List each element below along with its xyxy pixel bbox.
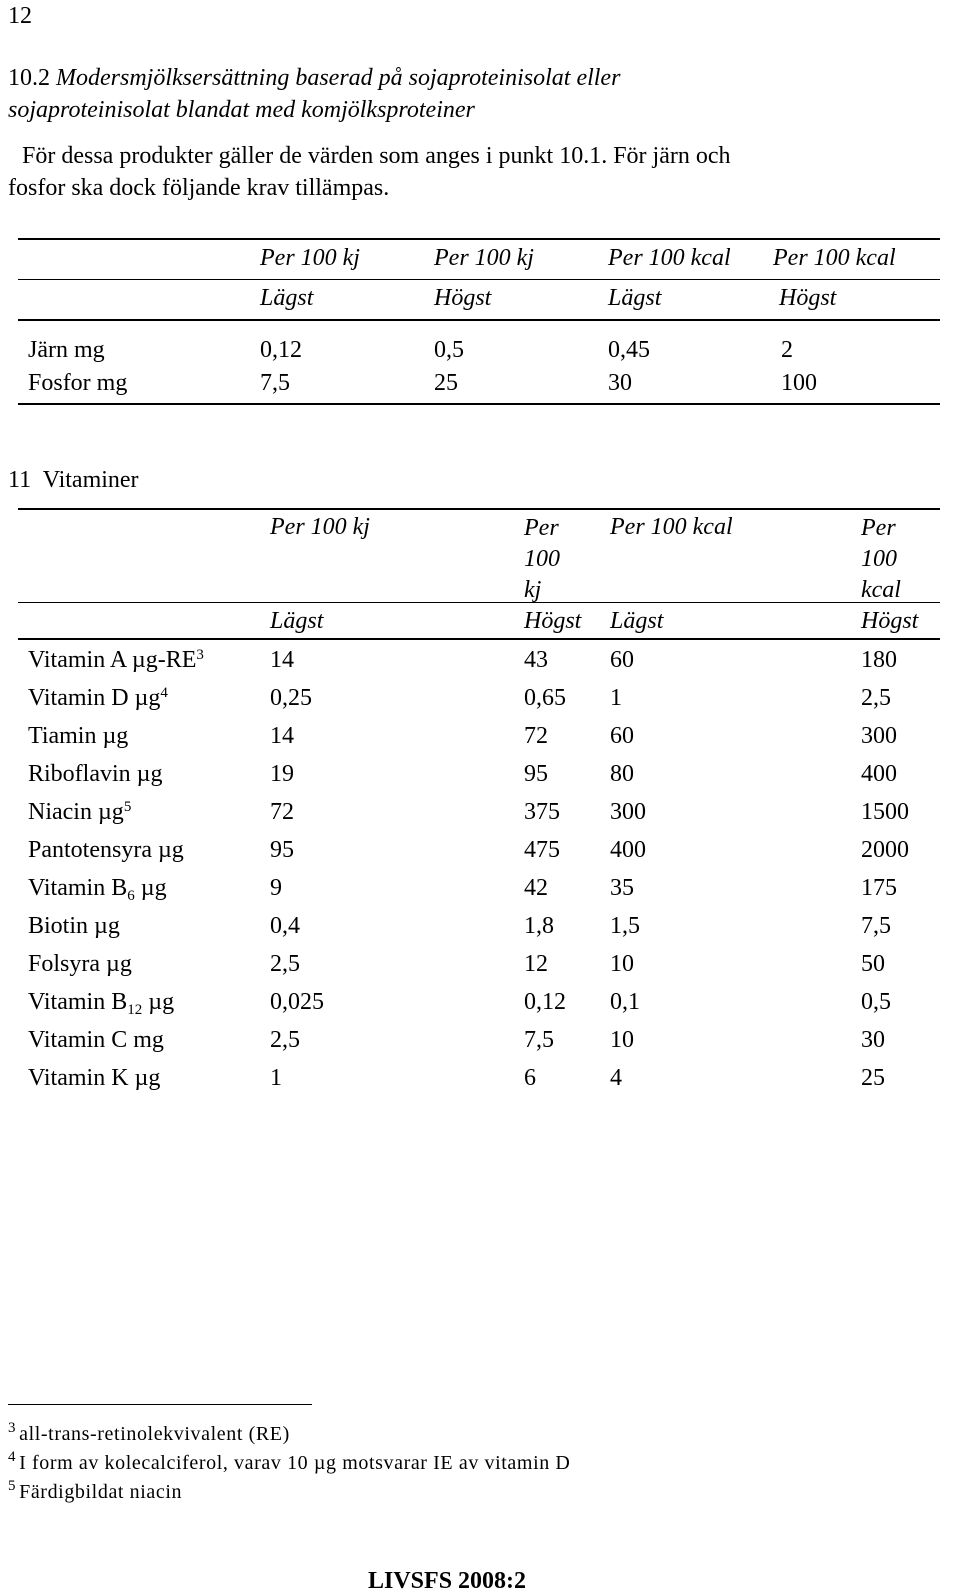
table-header-rule [18,638,940,640]
row-label [28,684,168,715]
row-value: 0,5 [861,989,891,1015]
row-label-text: Vitamin B [28,989,128,1015]
row-value: 19 [270,761,294,787]
row-value: 7,5 [260,370,290,396]
row-value: 475 [524,837,560,863]
footnote-mark: 3 [8,1420,17,1436]
section-11-heading [8,466,139,494]
header-line: 100 [861,546,897,572]
header-line: Per [524,515,559,541]
row-value: 7,5 [861,913,891,939]
row-value: 375 [524,799,560,825]
header-per-100-kcal-low: Per 100 kcal [610,514,733,540]
header-per-100-kcal-high [861,513,901,606]
row-label: Vitamin C mg [28,1027,164,1053]
subscript: 6 [127,888,135,904]
header-per-100-kj-high [524,513,560,606]
row-value: 43 [524,647,548,673]
row-value: 6 [524,1065,536,1091]
page-number: 12 [8,3,32,29]
footnote-ref: 3 [196,647,204,663]
row-value: 0,1 [610,989,640,1015]
row-value: 60 [610,723,634,749]
intro-line2: fosfor ska dock följande krav tillämpas. [8,175,390,201]
row-value: 0,12 [260,337,302,363]
row-value: 300 [861,723,897,749]
row-value: 10 [610,951,634,977]
section-10-2-heading [8,64,620,92]
row-value: 95 [270,837,294,863]
row-value: 95 [524,761,548,787]
row-value: 50 [861,951,885,977]
row-label: Järn mg [28,337,105,363]
row-value: 30 [861,1027,885,1053]
row-value: 10 [610,1027,634,1053]
footnote-text: I form av kolecalciferol, varav 10 µg motsvarar IE av vitamin D [19,1452,571,1474]
footnote-ref: 5 [123,799,132,815]
row-label: Folsyra µg [28,951,132,977]
subheader-lowest: Lägst [608,285,662,311]
row-value: 25 [434,370,458,396]
row-value: 0,12 [524,989,566,1015]
header-line: kj [524,577,542,603]
section-title-line1: Modersmjölksersättning baserad på sojaproteinisolat eller [56,65,621,91]
row-label-text: Vitamin A µg-RE [28,647,197,673]
row-label-unit: µg [134,875,167,901]
row-value: 1 [610,685,622,711]
table-mid-rule [18,602,940,603]
row-value: 300 [610,799,646,825]
row-value: 60 [610,647,634,673]
row-value: 175 [861,875,897,901]
row-value: 0,025 [270,989,324,1015]
subheader-highest: Högst [434,285,492,311]
row-value: 1500 [861,799,909,825]
row-value: 400 [861,761,897,787]
row-label: Vitamin K µg [28,1065,161,1091]
row-value: 30 [608,370,632,396]
subheader-highest: Högst [779,285,837,311]
row-value: 9 [270,875,282,901]
row-value: 180 [861,647,897,673]
section-title-line2: sojaproteinisolat blandat med komjölksproteiner [8,97,475,123]
header-per-100-kcal-high: Per 100 kcal [773,245,896,271]
table-bottom-rule [18,403,940,405]
row-label [28,646,204,677]
row-value: 100 [781,370,817,396]
row-label-text: Vitamin B [28,875,128,901]
row-label-text: Vitamin D µg [28,685,161,711]
section-title: Vitaminer [42,467,139,493]
table-mid-rule [18,279,940,280]
row-label [28,874,167,905]
row-value: 400 [610,837,646,863]
row-value: 42 [524,875,548,901]
footnote-text: all-trans-retinolekvivalent (RE) [19,1423,290,1445]
footnote-mark: 4 [8,1449,17,1465]
row-value: 25 [861,1065,885,1091]
row-value: 1,8 [524,913,554,939]
footnote [8,1422,290,1448]
row-value: 0,25 [270,685,312,711]
row-value: 0,65 [524,685,566,711]
row-label: Fosfor mg [28,370,128,396]
subheader-lowest: Lägst [260,285,314,311]
footnote-separator [8,1404,312,1405]
row-value: 1 [270,1065,282,1091]
footnote [8,1451,570,1477]
row-value: 14 [270,647,294,673]
footnote-mark: 5 [8,1478,17,1494]
row-value: 72 [524,723,548,749]
section-number: 11 [8,467,32,493]
table-header-rule [18,319,940,321]
row-value: 1,5 [610,913,640,939]
footnote [8,1480,182,1506]
row-value: 7,5 [524,1027,554,1053]
subscript: 12 [127,1002,143,1018]
row-value: 0,45 [608,337,650,363]
row-value: 4 [610,1065,622,1091]
row-label: Biotin µg [28,913,120,939]
row-value: 2,5 [270,1027,300,1053]
row-label: Pantotensyra µg [28,837,184,863]
row-label: Riboflavin µg [28,761,163,787]
subheader-highest: Högst [524,608,582,634]
row-value: 12 [524,951,548,977]
row-label-text: Niacin µg [28,799,124,825]
row-value: 2 [781,337,793,363]
row-value: 14 [270,723,294,749]
row-value: 2000 [861,837,909,863]
footnote-text: Färdigbildat niacin [19,1481,183,1503]
row-value: 35 [610,875,634,901]
subheader-highest: Högst [861,608,919,634]
intro-line1: För dessa produkter gäller de värden som anges i punkt 10.1. För järn och [22,143,731,169]
row-label: Tiamin µg [28,723,129,749]
row-value: 72 [270,799,294,825]
header-line: Per [861,515,896,541]
table-top-rule [18,238,940,240]
row-value: 80 [610,761,634,787]
table-top-rule [18,508,940,510]
header-per-100-kj-high: Per 100 kj [434,245,534,271]
row-value: 2,5 [861,685,891,711]
header-per-100-kj-low: Per 100 kj [260,245,360,271]
header-per-100-kj-low: Per 100 kj [270,514,370,540]
header-per-100-kcal-low: Per 100 kcal [608,245,731,271]
row-label-unit: µg [142,989,175,1015]
section-number: 10.2 [8,65,50,91]
row-value: 0,5 [434,337,464,363]
header-line: kcal [861,577,901,603]
row-value: 2,5 [270,951,300,977]
subheader-lowest: Lägst [270,608,324,634]
subheader-lowest: Lägst [610,608,664,634]
row-label [28,798,131,829]
header-line: 100 [524,546,560,572]
footer-code: LIVSFS 2008:2 [368,1568,527,1594]
row-value: 0,4 [270,913,300,939]
footnote-ref: 4 [160,685,168,701]
row-label [28,988,174,1019]
